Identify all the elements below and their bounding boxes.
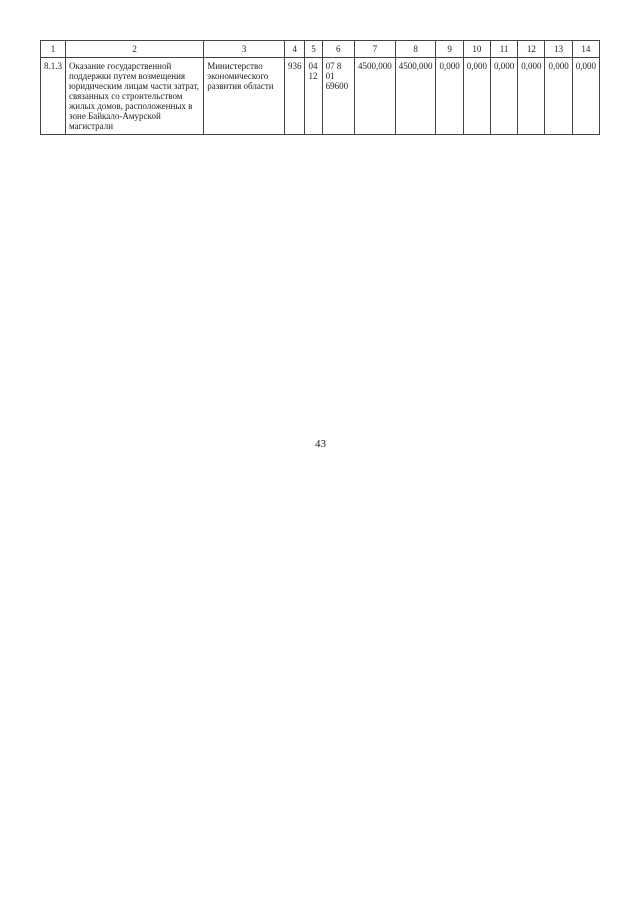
row-cell: 0,000 — [463, 58, 490, 135]
header-cell: 8 — [395, 41, 436, 58]
row-cell: 936 — [284, 58, 305, 135]
table-row — [41, 58, 600, 135]
row-cell: 4500,000 — [354, 58, 395, 135]
header-row — [41, 41, 600, 58]
header-cell: 4 — [284, 41, 305, 58]
header-cell: 3 — [204, 41, 285, 58]
header-cell: 2 — [66, 41, 204, 58]
header-cell: 11 — [490, 41, 517, 58]
row-agency: Министерство экономического развития области — [204, 58, 285, 135]
row-cell: 04 12 — [305, 58, 322, 135]
header-cell: 14 — [572, 41, 599, 58]
header-cell: 1 — [41, 41, 66, 58]
header-cell: 13 — [545, 41, 572, 58]
header-cell: 6 — [322, 41, 354, 58]
row-cell: 0,000 — [545, 58, 572, 135]
row-cell: 0,000 — [518, 58, 545, 135]
row-code: 8.1.3 — [41, 58, 66, 135]
row-cell: 0,000 — [490, 58, 517, 135]
row-cell: 0,000 — [436, 58, 463, 135]
header-cell: 5 — [305, 41, 322, 58]
row-cell: 0,000 — [572, 58, 599, 135]
header-cell: 12 — [518, 41, 545, 58]
row-cell: 07 8 01 69600 — [322, 58, 354, 135]
row-description: Оказание государственной поддержки путем возмещения юридическим лицам части затрат, связанных со строительством жилых домов, расположенных в зоне Байкало-Амурской магистрали — [66, 58, 204, 135]
page-number: 43 — [315, 438, 326, 450]
header-cell: 10 — [463, 41, 490, 58]
budget-table — [40, 40, 600, 135]
header-cell: 7 — [354, 41, 395, 58]
row-cell: 4500,000 — [395, 58, 436, 135]
header-cell: 9 — [436, 41, 463, 58]
